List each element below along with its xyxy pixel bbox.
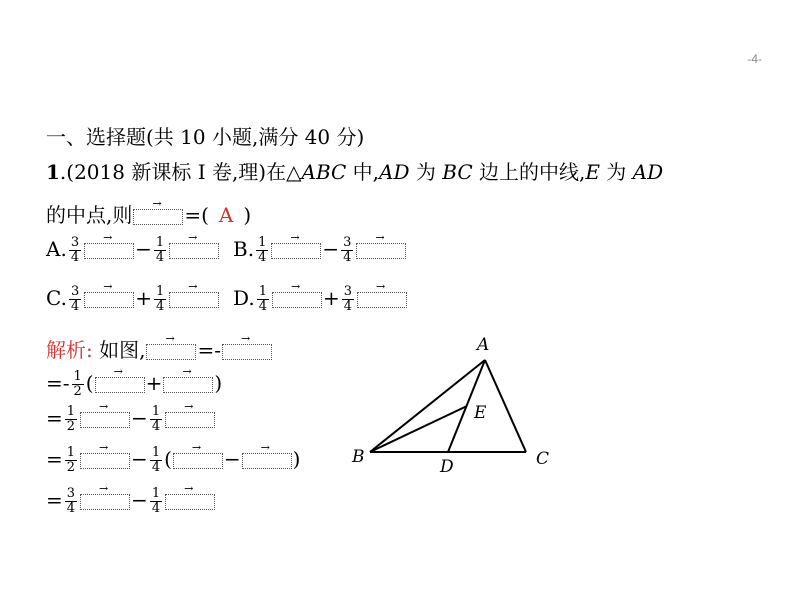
vector-placeholder: [133, 209, 183, 225]
point-d-label: D: [440, 457, 454, 477]
vector-placeholder: [163, 377, 213, 393]
point-e-label: E: [474, 403, 487, 423]
solution-line-1: 解析: 如图,→ =-→: [46, 334, 273, 363]
option-c: C. $\frac{3}{4}$ → + $\frac{1}{4}$ →: [46, 285, 220, 314]
question-line-2: 的中点,则→ =( A ): [46, 199, 251, 228]
option-b: B. $\frac{1}{4}$ → − $\frac{3}{4}$ →: [233, 236, 407, 265]
vector-placeholder: [80, 453, 130, 469]
page-number: -4-: [747, 52, 762, 66]
vector-placeholder: [356, 243, 406, 259]
vector-placeholder: [80, 494, 130, 510]
side-ac: [485, 360, 526, 452]
vector-placeholder: [146, 344, 196, 360]
vector-placeholder: [165, 494, 215, 510]
solution-line-2: =- $\frac{1}{2}$ (→ +→ ): [46, 370, 222, 399]
vector-placeholder: [173, 453, 223, 469]
section-title: 一、选择题(共 10 小题,满分 40 分): [46, 125, 365, 149]
vector-placeholder: [84, 243, 134, 259]
solution-line-5: = $\frac{3}{4}$ → − $\frac{1}{4}$ →: [46, 487, 216, 516]
vector-placeholder: [95, 377, 145, 393]
answer-choice: A: [218, 203, 234, 227]
triangle-figure: [340, 330, 570, 480]
solution-line-4: = $\frac{1}{2}$ → − $\frac{1}{4}$ (→ −→ ): [46, 446, 300, 475]
vector-placeholder: [84, 292, 134, 308]
option-d: D. $\frac{1}{4}$ → + $\frac{3}{4}$ →: [233, 285, 408, 314]
solution-line-3: = $\frac{1}{2}$ → − $\frac{1}{4}$ →: [46, 405, 216, 434]
vertex-c-label: C: [536, 449, 550, 469]
side-ba: [370, 360, 485, 452]
vector-placeholder: [80, 412, 130, 428]
vector-placeholder: [357, 292, 407, 308]
vertex-a-label: A: [477, 335, 490, 355]
option-a: A. $\frac{3}{4}$ → − $\frac{1}{4}$ →: [46, 236, 220, 265]
vector-placeholder: [169, 243, 219, 259]
solution-label: 解析:: [46, 338, 93, 362]
vertex-b-label: B: [352, 447, 365, 467]
vector-placeholder: [271, 243, 321, 259]
vector-placeholder: [165, 412, 215, 428]
question-number: 1: [46, 160, 60, 184]
vector-placeholder: [222, 344, 272, 360]
question-line-1: 1.(2018 新课标 Ⅰ 卷,理)在△ABC 中,AD 为 BC 边上的中线,E 为 AD: [46, 160, 664, 184]
vector-placeholder: [242, 453, 292, 469]
vector-placeholder: [272, 292, 322, 308]
vector-placeholder: [169, 292, 219, 308]
